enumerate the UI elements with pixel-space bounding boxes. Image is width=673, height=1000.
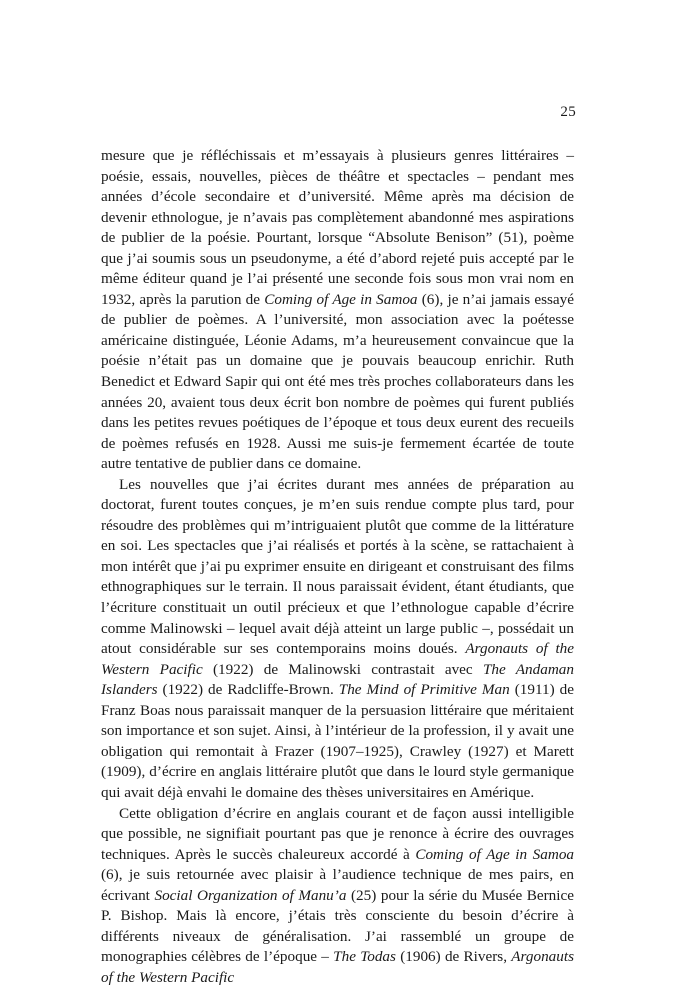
text-run: (6), je suis retournée avec plaisir à l’audience technique de mes pairs, en écrivant (101, 866, 574, 904)
work-title: Coming of Age in Samoa (264, 290, 418, 308)
text-run: Cette obligation d’écrire en anglais courant et de façon aussi intelligible que possible, ne signifiait pourtant pas que je renonce à écrire des ouvrages techniques. Après le succès chaleureux accordé à (101, 804, 574, 863)
work-title: Coming of Age in Samoa (415, 845, 575, 863)
paragraph-2 (101, 475, 574, 804)
work-title: Social Organization of Manu’a (154, 886, 347, 904)
text-run: mesure que je réfléchissais et m’essayais à plusieurs genres littéraires – poésie, essais, nouvelles, pièces de théâtre et spectacles – pendant mes années d’école secondaire et d’université. Même après ma décision de devenir ethnologue, je n’avais pas complètement abandonné mes aspirations de publier de la poésie. Pourtant, lorsque “Absolute Benison” (51), poème que j’ai soumis sous un pseudonyme, a été d’abord rejeté puis accepté par le même éditeur quand je l’ai présenté une seconde fois sous mon vrai nom en 1932, après la parution de (101, 147, 574, 308)
text-run: (1922) de Malinowski contrastait avec (202, 660, 483, 678)
paragraph-3 (101, 804, 574, 989)
body-text (101, 146, 574, 988)
page-number: 25 (560, 104, 576, 120)
text-run: Les nouvelles que j’ai écrites durant mes années de préparation au doctorat, furent toutes conçues, je m’en suis rendue compte plus tard, pour résoudre des problèmes qui m’intriguaient plutôt que comme de la littérature en soi. Les spectacles que j’ai réalisés et portés à la scène, se rattachaient à mon intérêt que j’ai pu exprimer ensuite en dirigeant et construisant des films ethnographiques sur le terrain. Il nous paraissait évident, étant étudiants, que l’écriture constituait un outil précieux et que l’ethnologue capable d’écrire comme Malinowski – lequel avait déjà atteint un large public –, possédait un atout considérable sur ses contemporains moins doués. (101, 475, 574, 658)
work-title: The Todas (333, 948, 396, 966)
paragraph-1 (101, 146, 574, 475)
text-run: (6), je n’ai jamais essayé de publier de poèmes. A l’université, mon association avec la poétesse américaine distinguée, Léonie Adams, m’a heureusement convaincue que la poésie n’était pas un domaine que je pouvais beaucoup enrichir. Ruth Benedict et Edward Sapir qui ont été mes très proches collaborateurs dans les années 20, avaient tous deux écrit bon nombre de poèmes qui furent publiés dans les petites revues poétiques de l’époque et tous deux eurent des recueils de poèmes refusés en 1928. Aussi me suis-je fermement écartée de toute autre tentative de publier dans ce domaine. (101, 290, 574, 473)
text-run: (25) pour la série du Musée Bernice P. Bishop. Mais là encore, j’étais très consciente du besoin d’écrire à différents niveaux de généralisation. J’ai rassemblé un groupe de monographies célèbres de l’époque – (101, 886, 574, 966)
work-title: Argonauts of the Western Pacific (101, 948, 574, 986)
text-run: (1911) de Franz Boas nous paraissait manquer de la persuasion littéraire que méritaient son importance et son sujet. Ainsi, à l’intérieur de la profession, il y avait une obligation qui remontait à Frazer (1907–1925), Crawley (1927) et Marett (1909), d’écrire en anglais littéraire plutôt que dans le lourd style germanique qui avait déjà envahi le domaine des thèses universitaires en Amérique. (101, 681, 574, 801)
work-title: The Mind of Primitive Man (338, 681, 510, 699)
text-run: (1922) de Radcliffe-Brown. (157, 681, 339, 699)
work-title: Argonauts of the Western Pacific (101, 640, 574, 678)
text-run: (1906) de Rivers, (395, 948, 512, 966)
work-title: The Andaman Islanders (101, 660, 574, 699)
